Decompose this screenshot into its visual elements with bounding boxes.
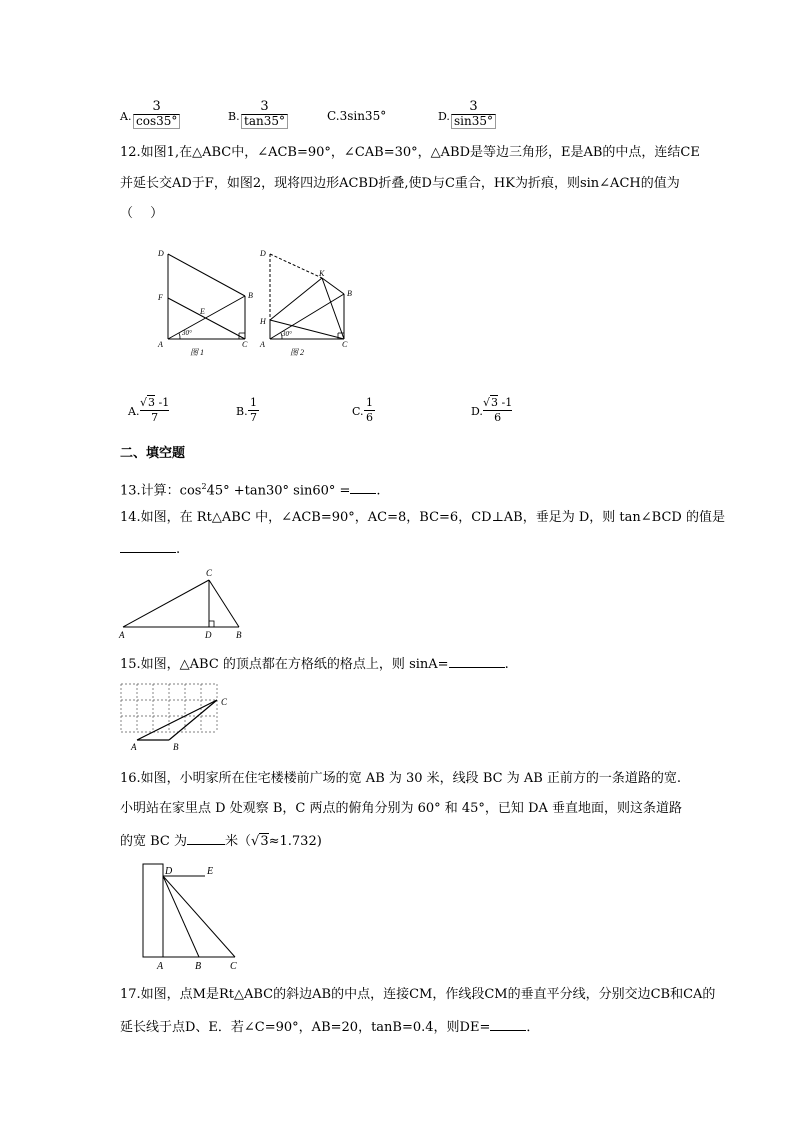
q16-figure xyxy=(135,858,250,976)
q11-option-a-label: A. xyxy=(120,110,132,123)
q12-option-c-denominator: 6 xyxy=(366,411,373,424)
q14-figure xyxy=(115,565,255,645)
q17-line-2 xyxy=(120,1018,700,1036)
q16-line-3: 的宽 BC 为 米（√3≈1.732) xyxy=(120,834,322,849)
q12-option-a-denominator: 7 xyxy=(140,410,169,424)
q11-option-a-fraction xyxy=(133,100,180,129)
fig2-caption: 图 2 xyxy=(290,348,304,357)
q12-option-d-fraction: $\frac{√3 -1}{6}$ xyxy=(483,396,513,424)
fig1-label-e: E xyxy=(200,307,205,316)
q12-figure-1 xyxy=(150,240,260,360)
q11-option-d-denominator: sin35° xyxy=(451,114,496,129)
q16-label-e: E xyxy=(207,866,214,877)
q12-option-a-label: A. xyxy=(128,405,140,418)
q16-building xyxy=(143,864,163,957)
q14-line-1: 14.如图，在 Rt△ABC 中，∠ACB=90°，AC=8，BC=6，CD⊥AB，垂足为 D，则 tan∠BCD 的值是 xyxy=(120,510,725,525)
q12-option-a-radicand: 3 xyxy=(148,396,156,409)
q15-figure xyxy=(115,678,245,750)
q13-post: 45° +tan30° sin60° = xyxy=(206,483,351,499)
q15-label-c: C xyxy=(221,697,228,707)
fig1-label-f: F xyxy=(158,293,163,302)
q11-option-d-numerator: 3 xyxy=(469,99,478,114)
fig2-label-c: C xyxy=(342,340,348,349)
q13-end: . xyxy=(376,483,381,499)
q16-answer-blank[interactable] xyxy=(187,832,225,845)
q16-label-c: C xyxy=(230,961,237,972)
q12-option-d-denominator: 6 xyxy=(483,410,512,424)
section-title-fill-in: 二、填空题 xyxy=(120,446,186,461)
q11-option-d-fraction xyxy=(451,100,496,129)
q14-label-c: C xyxy=(206,568,213,578)
q12-option-d-label: D. xyxy=(471,405,483,418)
q12-option-b-fraction xyxy=(248,396,259,424)
q12-option-b-numerator: 1 xyxy=(250,396,257,409)
q17-answer-blank[interactable] xyxy=(490,1018,526,1031)
q14-label-b: B xyxy=(236,630,242,640)
q12-option-a-fraction: $\frac{√3 -1}{7}$ xyxy=(140,396,170,424)
q12-option-b-label: B. xyxy=(236,405,248,418)
q14-right-angle-mark xyxy=(209,621,214,627)
q11-option-b-numerator: 3 xyxy=(260,99,269,114)
q12-option-a-num-rest: -1 xyxy=(155,396,170,409)
q15-label-b: B xyxy=(173,742,179,750)
q16-line-1: 16.如图，小明家所在住宅楼楼前广场的宽 AB 为 30 米，线段 BC 为 AB 正前方的一条道路的宽. xyxy=(120,771,682,786)
q15-end: . xyxy=(504,657,509,672)
q12-option-d-num-rest: -1 xyxy=(498,396,513,409)
fig2-label-a: A xyxy=(260,340,265,349)
q12-option-c-numerator: 1 xyxy=(366,396,373,409)
fig1-label-a: A xyxy=(158,340,163,349)
q16-label-b: B xyxy=(195,961,202,972)
q14-label-a: A xyxy=(119,630,125,640)
q15-label-a: A xyxy=(131,742,137,750)
q11-option-c: C.3sin35° xyxy=(327,109,387,123)
q13-pre: 13.计算：cos xyxy=(120,483,202,499)
q16-line3-post: ≈1.732) xyxy=(268,834,322,849)
q15-line xyxy=(120,655,700,673)
q14-answer-blank[interactable] xyxy=(120,540,176,553)
q12-line-2: 并延长交AD于F，如图2，现将四边形ACBD折叠,使D与C重合，HK为折痕，则sin∠ACH的值为 xyxy=(120,176,680,191)
q13-answer-blank[interactable] xyxy=(350,481,376,494)
q16-line3-pre: 的宽 BC 为 xyxy=(120,834,188,849)
fig2-label-d: D xyxy=(260,249,266,258)
q16-line3-mid: 米（ xyxy=(225,834,252,849)
q16-radicand: 3 xyxy=(260,834,269,849)
fig1-angle-label: 30° xyxy=(182,329,192,337)
q14-segment-cb xyxy=(209,580,239,627)
fig2-segment-kc xyxy=(322,278,344,339)
fig1-label-c: C xyxy=(242,340,248,349)
fig1-label-b: B xyxy=(248,291,253,300)
fig1-segment-db xyxy=(168,254,245,296)
q11-option-b-label: B. xyxy=(228,110,240,123)
q12-line-3: （ ） xyxy=(120,206,164,221)
q11-option-b-fraction xyxy=(241,100,288,129)
q14-segment-ac xyxy=(123,580,209,627)
fig2-label-b: B xyxy=(347,289,352,298)
q16-label-a: A xyxy=(157,961,164,972)
q12-figure-2 xyxy=(252,240,362,360)
q15-pre: 15.如图，△ABC 的顶点都在方格纸的格点上，则 sinA= xyxy=(120,657,449,672)
q16-segment-dc xyxy=(163,876,235,957)
fig1-label-d: D xyxy=(158,249,164,258)
fig1-caption: 图 1 xyxy=(190,348,204,357)
fig2-label-h: H xyxy=(260,317,266,326)
q12-option-b-denominator: 7 xyxy=(250,411,257,424)
q12-option-c-fraction xyxy=(364,396,375,424)
fig2-angle-label: 30° xyxy=(282,330,292,338)
q11-option-d-label: D. xyxy=(438,110,450,123)
q17-line-1: 17.如图，点M是Rt△ABC的斜边AB的中点，连接CM，作线段CM的垂直平分线，分别交边CB和CA的 xyxy=(120,987,716,1002)
q17-line2-end: ． xyxy=(526,1020,540,1035)
q13-line xyxy=(120,479,700,499)
q11-option-b-denominator: tan35° xyxy=(241,114,288,129)
q12-option-c-label: C. xyxy=(352,405,364,418)
q14-end: . xyxy=(176,542,181,557)
q16-line-2: 小明站在家里点 D 处观察 B，C 两点的俯角分别为 60° 和 45°，已知 DA 垂直地面，则这条道路 xyxy=(120,801,683,816)
fig2-segment-hk xyxy=(270,278,322,320)
q11-option-a-denominator: cos35° xyxy=(133,114,180,129)
q14-label-d: D xyxy=(205,630,212,640)
fig2-dashed-dk xyxy=(270,254,322,278)
fig1-angle-arc xyxy=(179,333,180,339)
q15-answer-blank[interactable] xyxy=(449,655,505,668)
q12-option-d-radicand: 3 xyxy=(491,396,499,409)
q13-sup: 2 xyxy=(201,482,207,491)
fig2-label-k: K xyxy=(319,269,325,278)
q11-option-a-numerator: 3 xyxy=(152,99,161,114)
q17-line2-pre: 延长线于点D、E．若∠C=90°，AB=20，tanB=0.4，则DE= xyxy=(120,1020,491,1035)
q14-line-2 xyxy=(120,540,700,558)
q16-segment-db xyxy=(163,876,199,957)
q16-label-d: D xyxy=(165,866,173,877)
q12-line-1: 12.如图1,在△ABC中，∠ACB=90°，∠CAB=30°，△ABD是等边三角形，E是AB的中点，连结CE xyxy=(120,145,700,160)
q15-grid xyxy=(121,684,217,732)
